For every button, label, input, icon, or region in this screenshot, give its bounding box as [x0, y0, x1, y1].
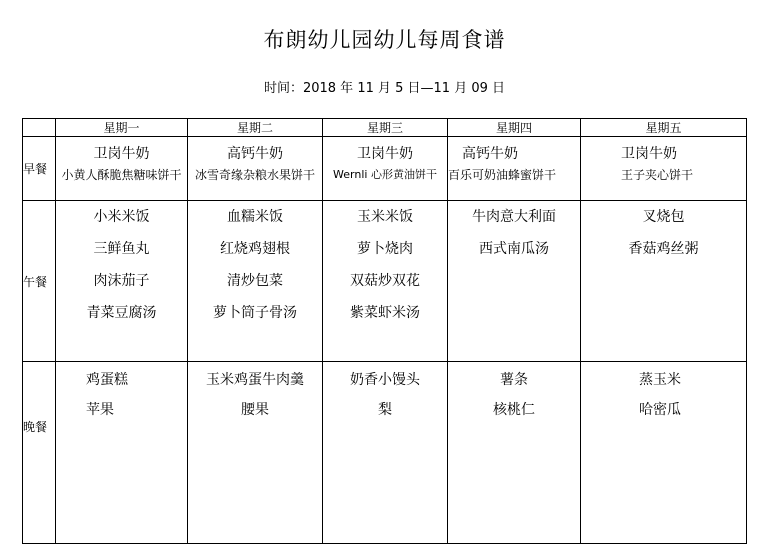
- meal-label-breakfast: 早餐: [23, 137, 56, 201]
- menu-item: 小米米饭: [93, 209, 150, 225]
- lunch-cell-fri: [581, 201, 747, 362]
- date-range: 时间：2018 年 11 月 5 日—11 月 09 日: [263, 81, 506, 96]
- menu-item: 牛肉意大利面: [472, 209, 556, 225]
- dinner-cell-fri: [581, 362, 747, 544]
- menu-item: 冰雪奇缘杂粮水果饼干: [194, 168, 315, 182]
- menu-item: 肉沫茄子: [93, 273, 150, 289]
- lunch-cell-thu: [448, 201, 581, 362]
- menu-table: [22, 118, 747, 544]
- dinner-cell-wed: [323, 362, 448, 544]
- dinner-cell-mon: [56, 362, 188, 544]
- day-header-mon: 星期一: [56, 119, 188, 137]
- lunch-cell-tue: [188, 201, 323, 362]
- breakfast-cell-tue: [188, 137, 323, 201]
- menu-item: 梨: [378, 402, 392, 418]
- menu-item: 腰果: [241, 402, 269, 418]
- dinner-cell-tue: [188, 362, 323, 544]
- menu-item: 奶香小馒头: [350, 372, 420, 388]
- breakfast-row: [23, 137, 747, 201]
- menu-item: 萝卜筒子骨汤: [213, 305, 297, 321]
- header-row: [23, 119, 747, 137]
- lunch-row: [23, 201, 747, 362]
- day-header-tue: 星期二: [188, 119, 323, 137]
- menu-item: 双菇炒双花: [350, 273, 420, 289]
- menu-item: 三鲜鱼丸: [93, 241, 150, 257]
- day-header-thu: 星期四: [448, 119, 581, 137]
- menu-item: 卫岗牛奶: [93, 146, 150, 162]
- day-header-fri: 星期五: [581, 119, 747, 137]
- menu-item: 香菇鸡丝粥: [628, 241, 699, 257]
- menu-item: 王子夹心饼干: [621, 168, 694, 182]
- meal-label-dinner: 晚餐: [23, 362, 56, 544]
- meal-label-lunch: 午餐: [23, 201, 56, 362]
- menu-item: 百乐可奶油蜂蜜饼干: [448, 168, 557, 182]
- menu-item: 青菜豆腐汤: [86, 305, 157, 321]
- menu-item: 玉米鸡蛋牛肉羹: [206, 372, 304, 388]
- menu-item: 玉米米饭: [357, 209, 413, 225]
- breakfast-cell-thu: [448, 137, 581, 201]
- day-header-wed: 星期三: [323, 119, 448, 137]
- breakfast-cell-wed: [323, 137, 448, 201]
- dinner-cell-thu: [448, 362, 581, 544]
- page-title: 布朗幼儿园幼儿每周食谱: [263, 28, 506, 52]
- breakfast-cell-fri: [581, 137, 747, 201]
- menu-item: 卫岗牛奶: [357, 146, 413, 162]
- breakfast-cell-mon: [56, 137, 188, 201]
- menu-item: 叉烧包: [642, 209, 685, 225]
- lunch-cell-wed: [323, 201, 448, 362]
- menu-item: 高钙牛奶: [462, 146, 518, 162]
- menu-item: 鸡蛋糕: [86, 372, 128, 388]
- menu-item: 血糯米饭: [227, 209, 283, 225]
- menu-item: 蒸玉米: [639, 372, 681, 388]
- menu-item: 清炒包菜: [227, 273, 283, 289]
- lunch-cell-mon: [56, 201, 188, 362]
- menu-item: 萝卜烧肉: [357, 241, 413, 257]
- menu-item: 苹果: [86, 402, 114, 418]
- dinner-row: [23, 362, 747, 544]
- menu-item: 小黄人酥脆焦糖味饼干: [61, 168, 182, 182]
- menu-item: 卫岗牛奶: [621, 146, 677, 162]
- menu-item: 核桃仁: [493, 402, 535, 418]
- menu-item: 紫菜虾米汤: [350, 305, 420, 321]
- menu-item: Wernli 心形黄油饼干: [333, 168, 437, 181]
- menu-item: 哈密瓜: [639, 402, 681, 418]
- menu-item: 西式南瓜汤: [479, 241, 549, 257]
- menu-item: 高钙牛奶: [227, 146, 283, 162]
- corner-cell: [23, 119, 56, 137]
- menu-item: 薯条: [500, 372, 528, 388]
- menu-item: 红烧鸡翅根: [220, 241, 290, 257]
